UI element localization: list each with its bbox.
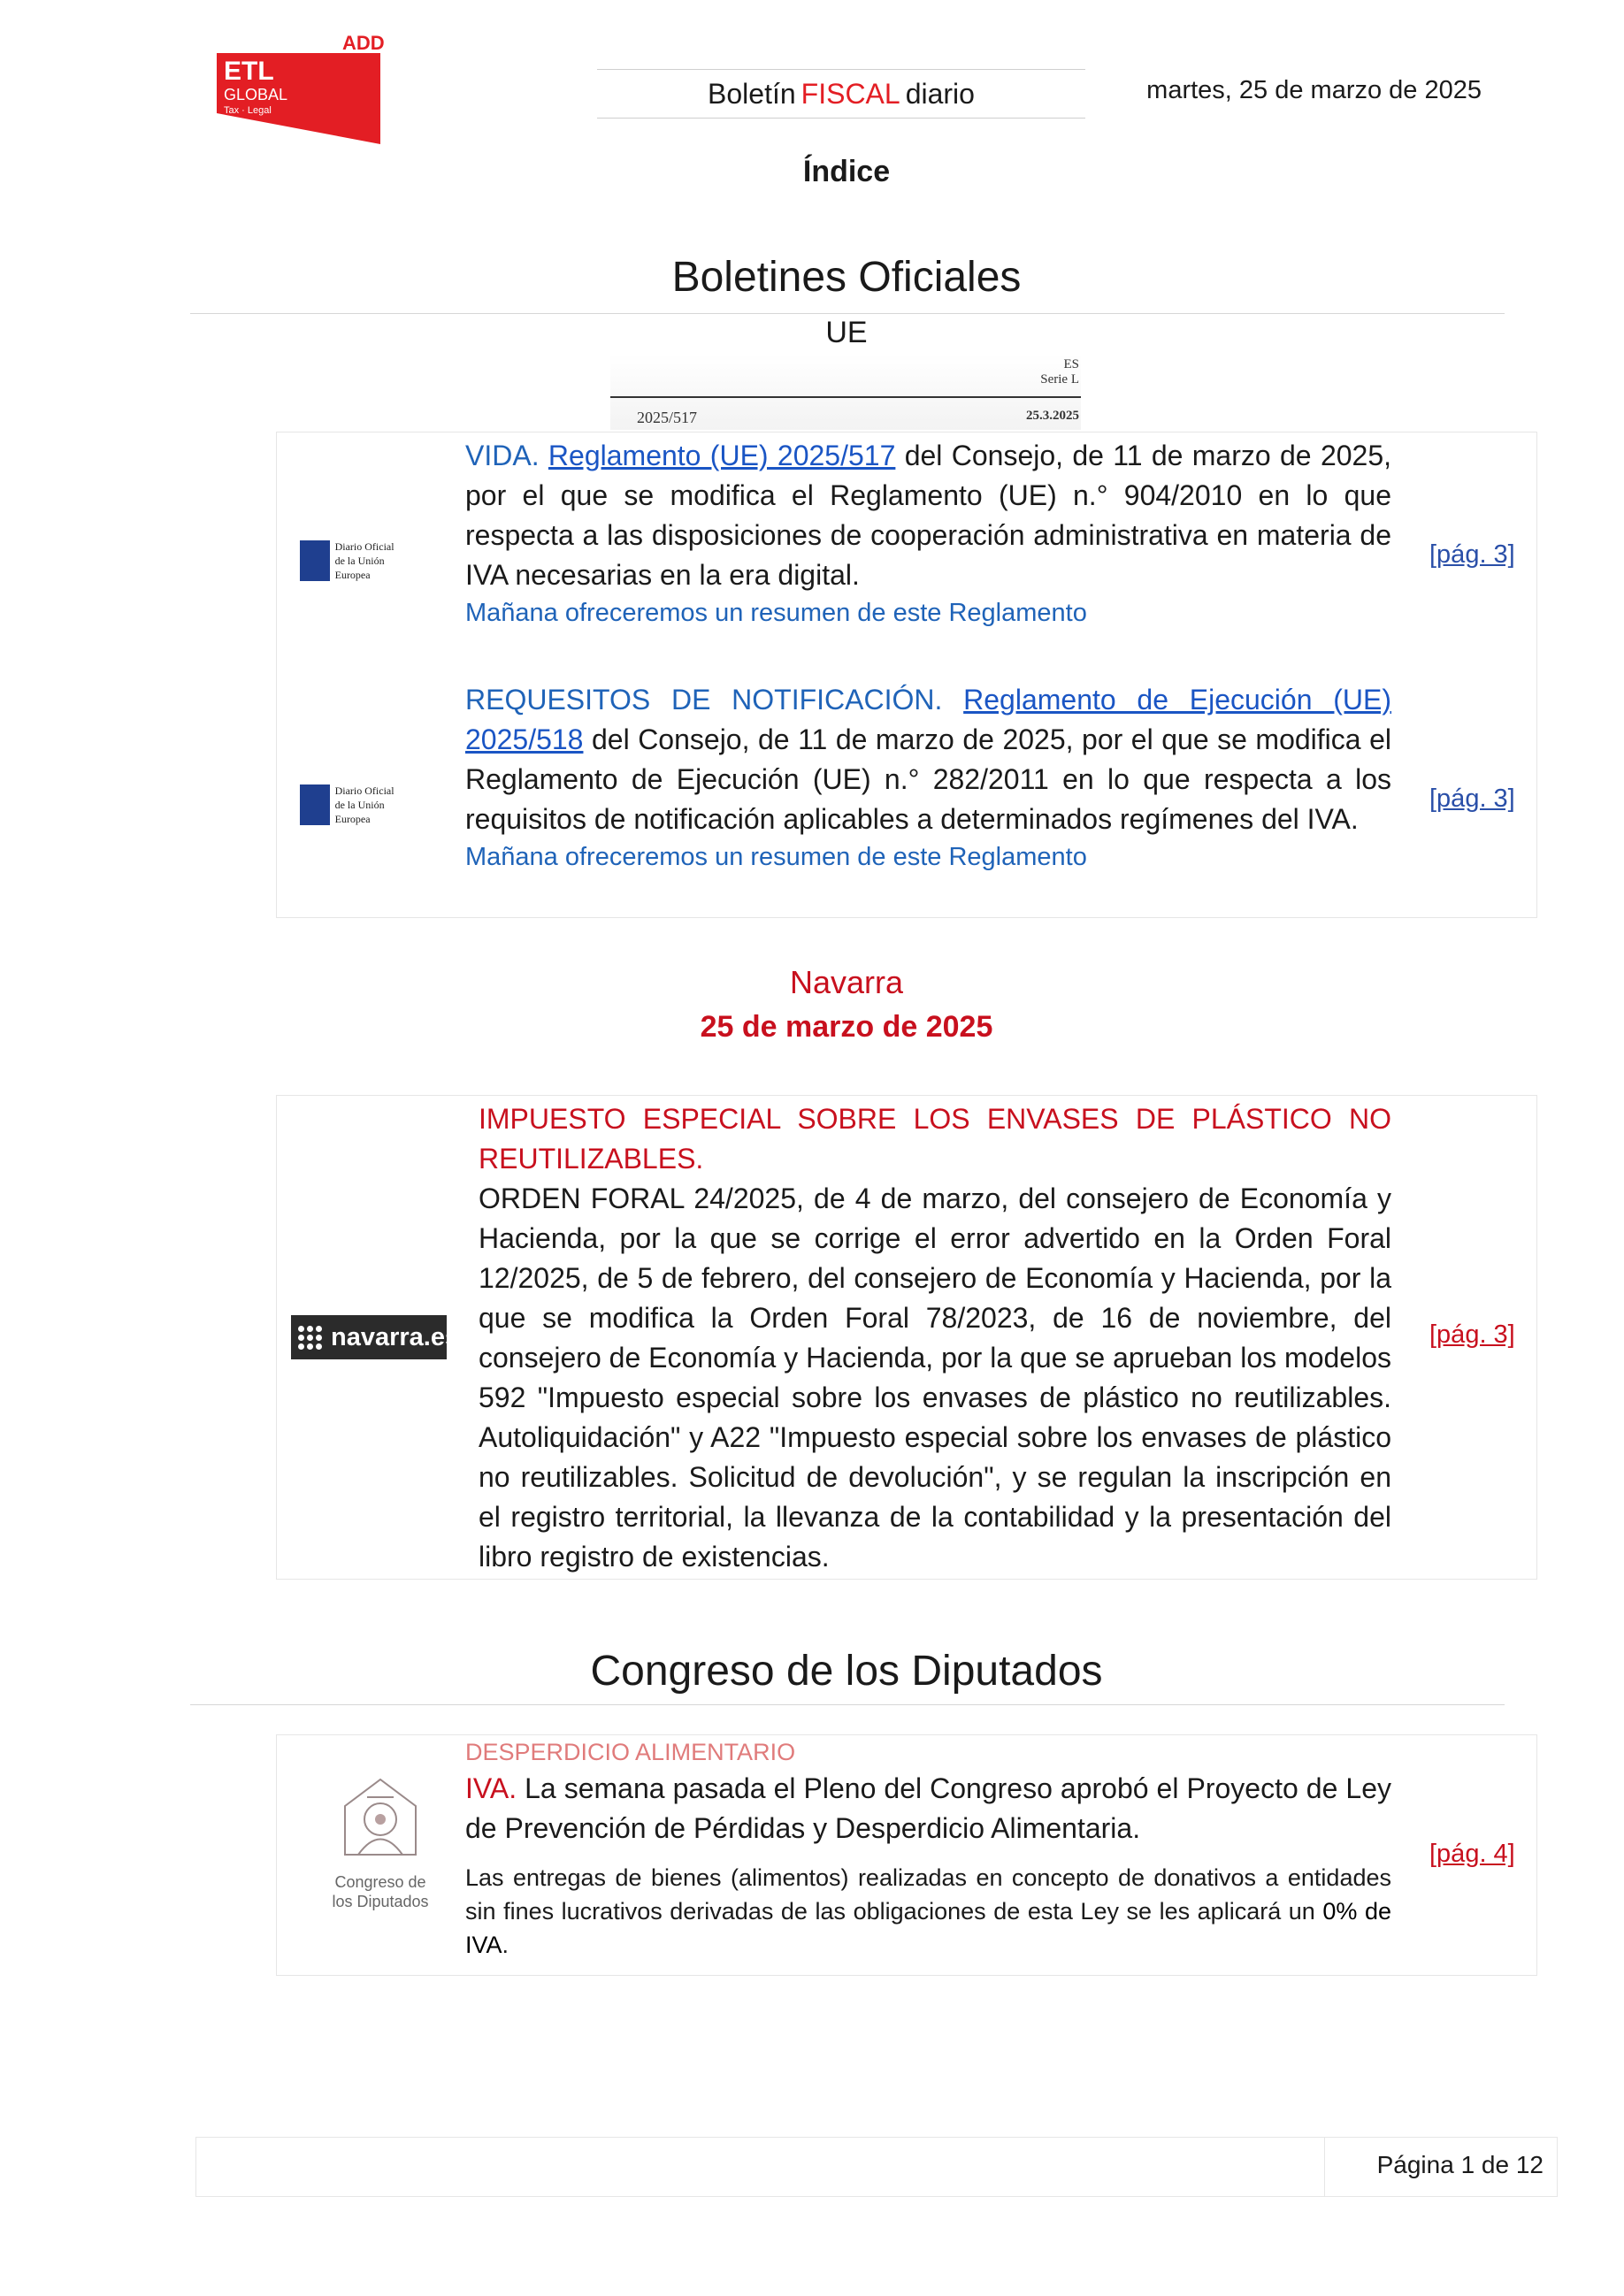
logo-line2: de la Unión Europea [334, 555, 385, 581]
subtitle-ue: UE [825, 316, 868, 349]
detail-bold: 0% de IVA [465, 1898, 1392, 1958]
logo-line1: Congreso de [334, 1873, 426, 1891]
entry-note: Mañana ofreceremos un resumen de este Reglamento [465, 599, 1087, 627]
entry-category: DESPERDICIO ALIMENTARIO [465, 1739, 796, 1765]
navarra-logo-text: navarra.es [331, 1322, 460, 1351]
section-title-congreso: Congreso de los Diputados [590, 1648, 1103, 1695]
detail-post: . [502, 1932, 509, 1958]
page-link[interactable]: [pág. 3] [1429, 784, 1515, 813]
section-title-boletines: Boletines Oficiales [671, 254, 1022, 301]
entry-notificacion [465, 680, 1391, 875]
navarra-dots-icon [298, 1326, 322, 1350]
congreso-logo [323, 1771, 438, 1930]
logo-etl-text: ETL [224, 57, 274, 86]
footer-divider [1324, 2137, 1325, 2197]
entry-text: ORDEN FORAL 24/2025, de 4 de marzo, del consejero de Economía y Hacienda, por la que se corrige el error advertido en la Orden Foral 12/2025, de 5 de febrero, del consejero de Economía y Hacienda, por la que se modifica la Orden Foral 78/2023, de 16 de noviembre, del consejero de Economía y Hacienda, por la que se aprueban los modelos 592 "Impuesto especial sobre los envases de plástico no reutilizables. Autoliquidación" y A22 "Impuesto especial sobre los envases de plástico no reutilizables. Solicitud de devolución", y se regulan la inscripción en el registro territorial, la llevanza de la contabilidad y la presentación del libro registro de existencias. [479, 1182, 1391, 1573]
eu-flag-icon [300, 784, 330, 825]
bulletin-title [597, 69, 1085, 119]
official-journal-header [610, 354, 1081, 430]
oj-date: 25.3.2025 [1026, 409, 1079, 423]
congreso-emblem-icon [332, 1771, 429, 1868]
oj-number: 2025/517 [637, 409, 698, 426]
reglamento-518-link[interactable]: Reglamento de Ejecución (UE) 2025/518 [465, 684, 1392, 755]
reglamento-517-link[interactable]: Reglamento (UE) 2025/517 [548, 440, 896, 471]
title-accent: FISCAL [801, 77, 900, 110]
navarra-logo [291, 1315, 460, 1359]
header-date: martes, 25 de marzo de 2025 [1146, 76, 1482, 104]
entry-vida [465, 436, 1391, 631]
logo-line2: de la Unión Europea [334, 799, 385, 825]
navarra-entry-box [276, 1095, 1537, 1580]
detail-pre: Las entregas de bienes (alimentos) realizadas en concepto de donativos a entidades sin fines lucrativos derivadas de las obligaciones de esta Ley se les aplicará un [465, 1864, 1391, 1925]
logo-line1: Diario Oficial [334, 784, 395, 797]
etl-global-logo [217, 34, 385, 144]
page-link[interactable]: [pág. 4] [1429, 1840, 1515, 1868]
logo-global-text: GLOBAL [224, 86, 288, 103]
page-number: Página 1 de 12 [1376, 2151, 1544, 2178]
oj-rule [610, 396, 1081, 398]
logo-line2: los Diputados [332, 1893, 429, 1910]
logo-line1: Diario Oficial [334, 540, 395, 553]
entry-detail [465, 1861, 1391, 1962]
ue-entries-box [276, 432, 1537, 918]
index-title: Índice [802, 155, 891, 188]
eu-journal-logo [300, 779, 417, 830]
entry-text: del Consejo, de 11 de marzo de 2025, por el que se modifica el Reglamento de Ejecución (UE) n.° 282/2011 en lo que respecta a los requisitos de notificación aplicables a determinados regímenes del IVA. [465, 723, 1391, 835]
entry-congreso [465, 1735, 1391, 1962]
eu-journal-logo [300, 535, 417, 586]
navarra-title: Navarra [789, 964, 904, 1000]
logo-add-text: ADD [342, 34, 385, 54]
section-divider [190, 1704, 1505, 1705]
page-link[interactable]: [pág. 3] [1429, 1320, 1515, 1349]
oj-lang: ES [1063, 357, 1079, 371]
entry-tag: IMPUESTO ESPECIAL SOBRE LOS ENVASES DE PLÁSTICO NO REUTILIZABLES. [479, 1103, 1391, 1175]
entry-text: del Consejo, de 11 de marzo de 2025, por el que se modifica el Reglamento (UE) n.° 904/2010 en lo que respecta a las disposiciones de cooperación administrativa en materia de IVA necesarias en la era digital. [465, 440, 1392, 591]
entry-tag: REQUESITOS DE NOTIFICACIÓN. [465, 684, 943, 716]
navarra-date: 25 de marzo de 2025 [700, 1010, 993, 1044]
entry-tag: IVA. [465, 1772, 517, 1804]
logo-taxlegal-text: Tax · Legal [224, 105, 272, 116]
congreso-entry-box [276, 1734, 1537, 1976]
oj-series: Serie L [1040, 372, 1079, 386]
entry-tag: VIDA. [465, 440, 540, 471]
section-divider [190, 313, 1505, 314]
entry-text: La semana pasada el Pleno del Congreso aprobó el Proyecto de Ley de Prevención de Pérdidas y Desperdicio Alimentaria. [465, 1772, 1391, 1844]
entry-note: Mañana ofreceremos un resumen de este Reglamento [465, 843, 1087, 871]
page-link[interactable]: [pág. 3] [1429, 540, 1515, 569]
eu-flag-icon [300, 540, 330, 581]
entry-navarra [479, 1099, 1391, 1577]
title-post: diario [905, 77, 975, 110]
title-pre: Boletín [708, 77, 796, 110]
